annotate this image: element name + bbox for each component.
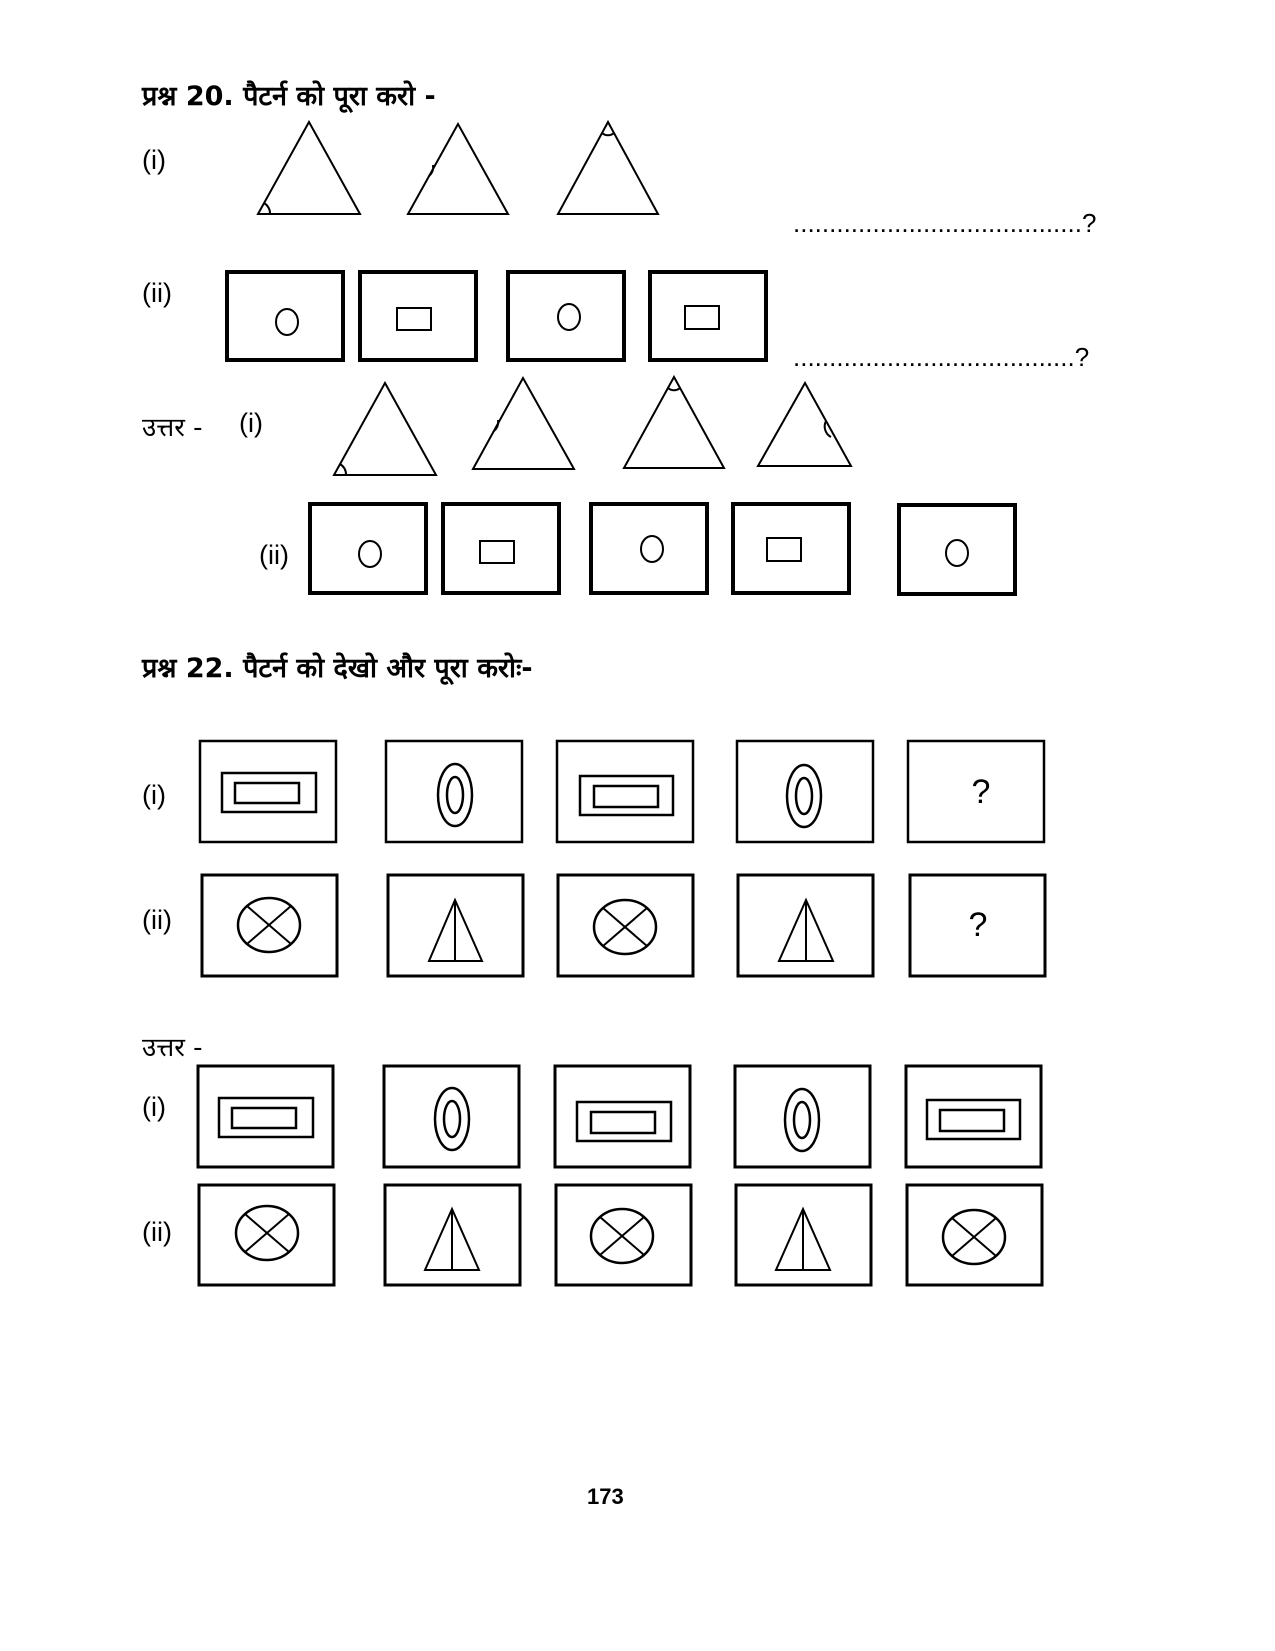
q22-answer-label-i: (i) <box>142 1092 166 1122</box>
page-number: 173 <box>587 1484 624 1509</box>
q22-answer-ii-box-1 <box>199 1185 334 1285</box>
q20-label-ii: (ii) <box>142 278 172 308</box>
q22-label-i: (i) <box>142 780 166 810</box>
q20-blank-ii: .......................................? <box>793 342 1090 372</box>
q20-answer-label-ii: (ii) <box>259 540 289 570</box>
q22-answer-prefix: उत्तर - <box>142 1033 203 1063</box>
q20-answer-label-i: (i) <box>239 408 263 438</box>
q20-blank-i: ........................................? <box>793 208 1097 238</box>
q22-answer-ii-box-4 <box>736 1185 871 1285</box>
q22-answer-ii-box-2 <box>385 1185 520 1285</box>
q20-answer-prefix: उत्तर - <box>142 413 203 443</box>
q22-i-question-mark: ? <box>971 773 991 811</box>
q22-label-ii: (ii) <box>142 905 172 935</box>
q22-answer-ii-box-5 <box>907 1185 1042 1285</box>
q22-heading: प्रश्न 22. पैटर्न को देखो और पूरा करोः- <box>142 653 533 684</box>
q20-heading: प्रश्न 20. पैटर्न को पूरा करो - <box>142 81 436 112</box>
q22-ii-question-mark: ? <box>968 906 988 944</box>
q22-answer-ii-box-3 <box>556 1185 691 1285</box>
q22-answer-label-ii: (ii) <box>142 1217 172 1247</box>
q20-label-i: (i) <box>142 145 166 175</box>
